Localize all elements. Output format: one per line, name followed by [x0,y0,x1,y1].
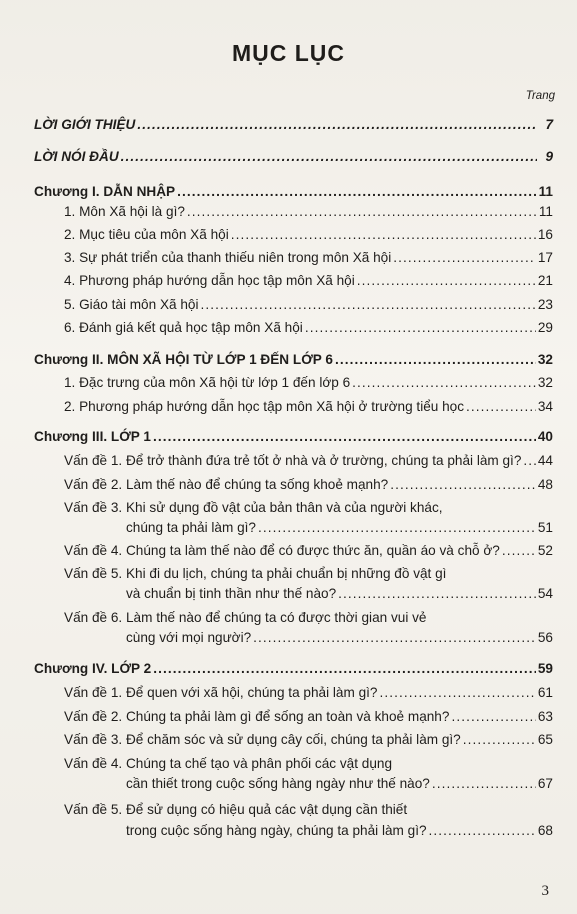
toc-chapter-2 [34,351,553,369]
toc-entry-text: Vấn đề 6. Làm thế nào để chúng ta có được thời gian vui vẻ [64,610,427,625]
toc-page-number: 61 [537,685,553,700]
toc-entry-text: 6. Đánh giá kết quả học tập môn Xã hội [64,320,303,335]
toc-entry-text: 4. Phương pháp hướng dẫn học tập môn Xã hội [64,273,355,288]
toc-page-number: 40 [537,429,553,444]
toc-entry-text: 3. Sự phát triển của thanh thiếu niên trong môn Xã hội [64,250,392,265]
toc-entry-text: LỜI NÓI ĐẦU [34,149,119,164]
toc-entry-text: 2. Phương pháp hướng dẫn học tập môn Xã hội ở trường tiểu học [64,399,465,414]
toc-page-number: 67 [537,776,553,791]
toc-page-number: 17 [537,250,553,265]
dot-leader [463,731,536,749]
toc-entry [64,708,553,726]
dot-leader [338,585,536,603]
toc-entry-loi-gioi-thieu [34,116,553,134]
toc-entry [64,398,553,416]
toc-page-number: 63 [537,709,553,724]
toc-entry-text: 1. Môn Xã hội là gì? [64,204,185,219]
toc-page-number: 68 [537,823,553,838]
toc-entry-continuation [126,775,553,793]
toc-page-number: 54 [537,586,553,601]
toc-entry [64,296,553,314]
toc-entry-text: trong cuộc sống hàng ngày, chúng ta phải làm gì? [126,823,427,838]
toc-entry [64,249,553,267]
page-title: MỤC LỤC [231,40,346,66]
dot-leader [357,272,536,290]
toc-page-number: 34 [537,399,553,414]
toc-entry-continuation [126,585,553,603]
toc-entry-text: Chương I. DẪN NHẬP [34,184,176,199]
toc-page-number: 32 [537,352,553,367]
toc-entry [64,476,553,494]
toc-page-number: 44 [537,453,553,468]
toc-entry [64,272,553,290]
toc-entry-loi-noi-dau [34,148,553,166]
dot-leader [393,249,536,267]
toc-entry-text: và chuẩn bị tinh thần như thế nào? [126,586,337,601]
toc-entry-text: 2. Mục tiêu của môn Xã hội [64,227,229,242]
dot-leader [466,398,536,416]
dot-leader [432,775,536,793]
toc-entry-text: Vấn đề 4. Chúng ta chế tạo và phân phối các vật dụng [64,756,393,771]
toc-page-number: 7 [545,117,553,132]
toc-page-number: 51 [537,520,553,535]
toc-page-number: 48 [537,477,553,492]
toc-entry [64,374,553,392]
dot-leader [177,183,537,201]
toc-entry [64,319,553,337]
toc-page-number: 11 [538,204,553,219]
toc-chapter-4 [34,660,553,678]
toc-page-number: 9 [545,149,553,164]
toc-page-number: 16 [537,227,553,242]
toc-entry [64,226,553,244]
toc-entry-text: Vấn đề 1. Để quen với xã hội, chúng ta phải làm gì? [64,685,378,700]
dot-leader [390,476,536,494]
toc-entry [64,731,553,749]
toc-entry-text: Chương IV. LỚP 2 [34,661,152,676]
toc-entry-continuation [126,519,553,537]
dot-leader [231,226,536,244]
dot-leader [121,148,537,166]
dot-leader [201,296,536,314]
toc-page-number: 52 [537,543,553,558]
toc-entry-text: LỜI GIỚI THIỆU [34,117,136,132]
dot-leader [379,684,535,702]
toc-entry-continuation [126,822,553,840]
dot-leader [258,519,536,537]
dot-leader [352,374,536,392]
dot-leader [187,203,537,221]
dot-leader [153,660,536,678]
toc-entry-text: 5. Giáo tài môn Xã hội [64,297,199,312]
toc-page-number: 56 [537,630,553,645]
toc-page-number: 23 [537,297,553,312]
toc-entry-text: Vấn đề 2. Chúng ta phải làm gì để sống an toàn và khoẻ mạnh? [64,709,450,724]
toc-entry-text: Vấn đề 5. Khi đi du lịch, chúng ta phải chuẩn bị những đồ vật gì [64,566,447,581]
toc-entry-text: chúng ta phải làm gì? [126,520,256,535]
dot-leader [137,116,537,134]
dot-leader [523,452,535,470]
toc-entry-text: cùng với mọi người? [126,630,252,645]
toc-page-number: 59 [537,661,553,676]
toc-entry-text: Vấn đề 4. Chúng ta làm thế nào để có được thức ăn, quần áo và chỗ ở? [64,543,500,558]
dot-leader [451,708,535,726]
dot-leader [502,542,536,560]
toc-entry [64,684,553,702]
toc-entry-continuation [126,629,553,647]
dot-leader [305,319,536,337]
toc-page-number: 29 [537,320,553,335]
toc-entry-text: Chương II. MÔN XÃ HỘI TỪ LỚP 1 ĐẾN LỚP 6 [34,352,333,367]
toc-entry-text: 1. Đặc trưng của môn Xã hội từ lớp 1 đến lớp 6 [64,375,351,390]
dot-leader [335,351,536,369]
toc-entry-text: Vấn đề 2. Làm thế nào để chúng ta sống khoẻ mạnh? [64,477,389,492]
toc-page-number: 11 [538,184,553,199]
dot-leader [253,629,536,647]
toc-entry-text: Vấn đề 3. Để chăm sóc và sử dụng cây cối, chúng ta phải làm gì? [64,732,461,747]
dot-leader [153,428,536,446]
page-number: 3 [541,883,549,899]
toc-entry-text: cần thiết trong cuộc sống hàng ngày như thế nào? [126,776,430,791]
toc-chapter-1 [34,183,553,201]
toc-page-number: 65 [537,732,553,747]
toc-page-number: 32 [537,375,553,390]
toc-page-number: 21 [537,273,553,288]
toc-entry-text: Vấn đề 3. Khi sử dụng đồ vật của bản thân và của người khác, [64,500,443,515]
toc-entry-text: Vấn đề 5. Để sử dụng có hiệu quả các vật dụng cần thiết [64,802,408,817]
toc-entry [64,542,553,560]
toc-entry-text: Chương III. LỚP 1 [34,429,151,444]
dot-leader [429,822,536,840]
toc-entry [64,203,553,221]
toc-entry-text: Vấn đề 1. Để trở thành đứa trẻ tốt ở nhà và ở trường, chúng ta phải làm gì? [64,453,522,468]
toc-chapter-3 [34,428,553,446]
toc-entry [64,452,553,470]
page-column-label: Trang [525,90,555,102]
